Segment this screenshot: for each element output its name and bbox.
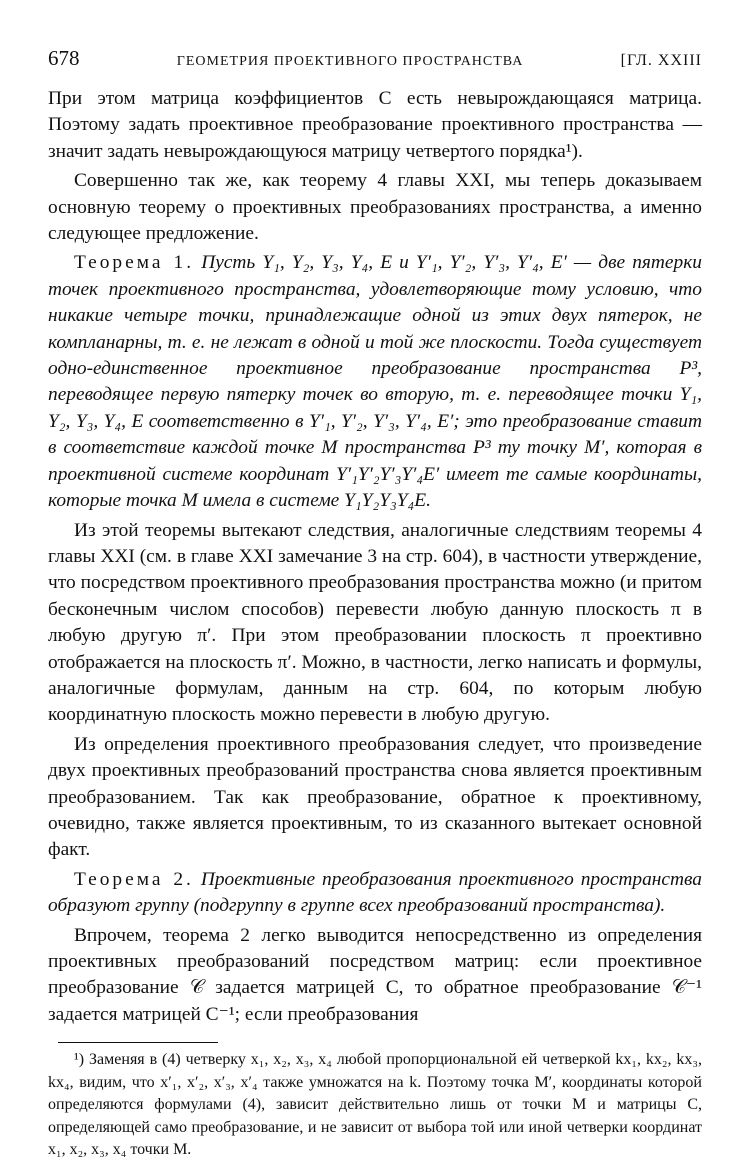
theorem-1-label: Теорема 1.: [74, 252, 195, 274]
paragraph-1: При этом матрица коэффициентов C есть невырождающаяся матрица. Поэтому задать проективное преобразование проективного пространства — значит задать невырождающуюся матрицу четвертого порядка¹).: [48, 88, 702, 162]
page-number: 678: [48, 46, 80, 70]
theorem-1: [48, 250, 702, 514]
running-head: [48, 46, 702, 86]
paragraph-2: Совершенно так же, как теорему 4 главы XXI, мы теперь доказываем основную теорему о проективных преобразованиях пространства, а именно следующее предложение.: [48, 170, 702, 245]
theorem-2: [48, 867, 702, 920]
theorem-2-label: Теорема 2.: [74, 868, 194, 890]
running-title: ГЕОМЕТРИЯ ПРОЕКТИВНОГО ПРОСТРАНСТВА: [176, 54, 524, 69]
footnote: [48, 1049, 702, 1162]
footnote-text: ¹) Заменяя в (4) четверку x₁, x₂, x₃, x₄ любой пропорциональной ей четверкой kx₁, kx₂, kx₃, kx₄, видим, что x′₁, x′₂, x′₃, x′₄ также умножатся на k. Поэтому точка M′, координаты которой определяются формулами (4), зависит действительно лишь от точки M и матрицы C, определяющей само преобразование, и не зависит от выбора той или иной четверки координат x₁, x₂, x₃, x₄ точки M.: [48, 1051, 702, 1159]
body-text: [48, 86, 702, 1028]
paragraph-3: Из этой теоремы вытекают следствия, аналогичные следствиям теоремы 4 главы XXI (см. в главе XXI замечание 3 на стр. 604), в частности утверждение, что посредством проективного преобразования пространства можно (и притом бесконечным числом способов) перевести любую данную плоскость π в любую другую π′. При этом преобразовании плоскость π проективно отображается на плоскость π′. Можно, в частности, легко написать и формулы, аналогичные формулам, данным на стр. 604, по которым любую координатную плоскость можно перевести в любую другую.: [48, 519, 702, 726]
chapter-label: [ГЛ. XXIII: [620, 52, 702, 69]
footnote-divider: [58, 1042, 218, 1043]
paragraph-5: Впрочем, теорема 2 легко выводится непосредственно из определения проективных преобразований посредством матриц: если проективное преобразование 𝒞 задается матрицей C, то обратное преобразование 𝒞⁻¹ задается матрицей C⁻¹; если преобразования: [48, 924, 702, 1025]
paragraph-4: Из определения проективного преобразования следует, что произведение двух проективных преобразований пространства снова является проективным преобразованием. Так как преобразование, обратное к проективному, очевидно, также является проективным, то из сказанного вытекает основной факт.: [48, 733, 702, 861]
theorem-1-statement: Пусть Y₁, Y₂, Y₃, Y₄, E и Y′₁, Y′₂, Y′₃, Y′₄, E′ — две пятерки точек проективного пространства, удовлетворяющие тому условию, что никакие четыре точки, принадлежащие одной из этих двух пятерок, не компланарны, т. е. не лежат в одной и той же плоскости. Тогда существует одно-единственное проективное преобразование пространства P³, переводящее первую пятерку точек во вторую, т. е. переводящее точки Y₁, Y₂, Y₃, Y₄, E соответственно в Y′₁, Y′₂, Y′₃, Y′₄, E′; это преобразование ставит в соответствие каждой точке M пространства P³ ту точку M′, которая в проективной системе координат Y′₁Y′₂Y′₃Y′₄E′ имеет те самые координаты, которые точка M имела в системе Y₁Y₂Y₃Y₄E.: [48, 252, 702, 512]
theorem-2-statement: Проективные преобразования проективного пространства образуют группу (подгруппу в группе всех преобразований пространства).: [48, 868, 702, 917]
